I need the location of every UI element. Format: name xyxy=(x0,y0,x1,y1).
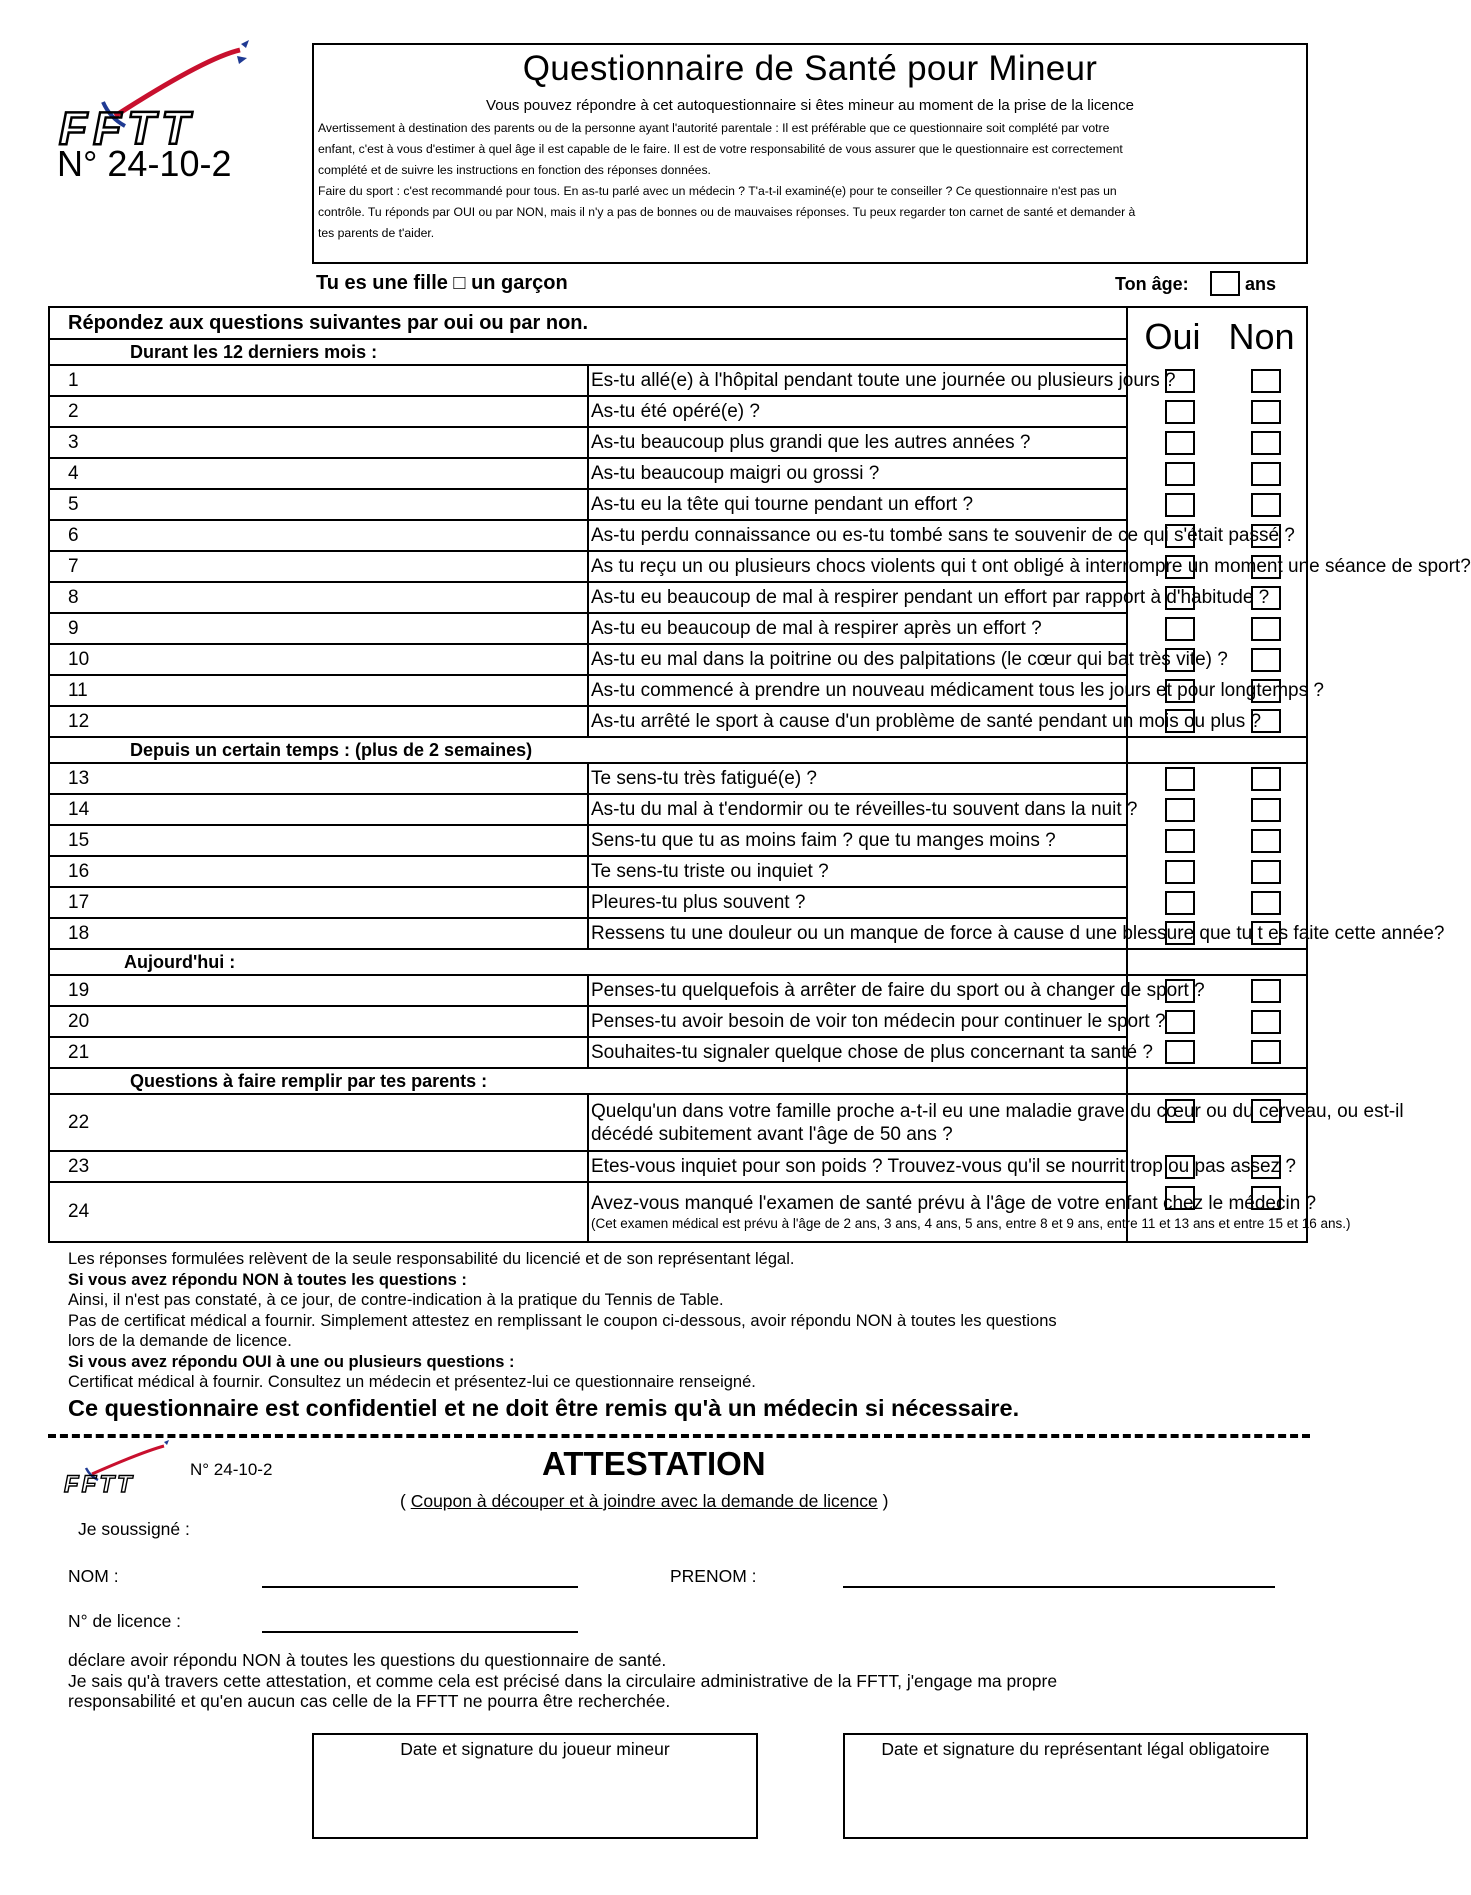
question-number: 6 xyxy=(49,520,588,551)
yes-checkbox[interactable] xyxy=(1165,462,1195,486)
question-number: 5 xyxy=(49,489,588,520)
question-text: Te sens-tu très fatigué(e) ? xyxy=(588,763,1127,794)
no-checkbox[interactable] xyxy=(1251,1099,1281,1123)
fftt-logo-small-graphic xyxy=(62,1440,182,1498)
section-title: Durant les 12 derniers mois : xyxy=(49,339,1127,365)
no-checkbox[interactable] xyxy=(1251,979,1281,1003)
guardian-signature-label: Date et signature du représentant légal obligatoire xyxy=(881,1739,1270,1759)
question-row xyxy=(49,794,1307,825)
no-checkbox[interactable] xyxy=(1251,555,1281,579)
no-checkbox[interactable] xyxy=(1251,1186,1281,1210)
no-checkbox[interactable] xyxy=(1251,891,1281,915)
question-number: 21 xyxy=(49,1037,588,1068)
no-answers-line: lors de la demande de licence. xyxy=(68,1332,292,1350)
licence-label: N° de licence : xyxy=(68,1611,182,1631)
instruction: Répondez aux questions suivantes par oui ou par non. xyxy=(49,307,1127,339)
paren-open: ( xyxy=(400,1491,411,1511)
footer-instructions xyxy=(68,1249,1057,1393)
logo-wordmark: FFTT xyxy=(59,102,196,154)
question-text: Etes-vous inquiet pour son poids ? Trouvez-vous qu'il se nourrit trop ou pas assez ? xyxy=(588,1151,1127,1182)
question-number: 2 xyxy=(49,396,588,427)
prenom-label: PRENOM : xyxy=(670,1566,757,1586)
question-number: 11 xyxy=(49,675,588,706)
table-header xyxy=(49,307,1307,339)
question-row xyxy=(49,520,1307,551)
question-row xyxy=(49,458,1307,489)
question-text: As-tu beaucoup maigri ou grossi ? xyxy=(588,458,1127,489)
age-input[interactable] xyxy=(1210,271,1240,296)
yes-answers-heading: Si vous avez répondu OUI à une ou plusieurs questions : xyxy=(68,1352,515,1371)
no-column-header: Non xyxy=(1217,307,1307,365)
no-checkbox[interactable] xyxy=(1251,767,1281,791)
question-number: 10 xyxy=(49,644,588,675)
question-text-line: Quelqu'un dans votre famille proche a-t-il eu une maladie grave du cœur ou du cerveau, ou est-il xyxy=(591,1100,1404,1122)
question-number: 4 xyxy=(49,458,588,489)
question-text: Penses-tu avoir besoin de voir ton médecin pour continuer le sport ? xyxy=(588,1006,1127,1037)
question-text-line: Avez-vous manqué l'examen de santé prévu à l'âge de votre enfant chez le médecin ? xyxy=(591,1192,1317,1214)
yes-answers-line: Certificat médical à fournir. Consultez un médecin et présentez-lui ce questionnaire renseigné. xyxy=(68,1373,756,1391)
question-row xyxy=(49,1037,1307,1068)
yes-checkbox[interactable] xyxy=(1165,369,1195,393)
question-row xyxy=(49,644,1307,675)
question-row xyxy=(49,1182,1307,1242)
question-text-line: décédé subitement avant l'âge de 50 ans ? xyxy=(591,1123,953,1145)
notice-line: contrôle. Tu réponds par OUI ou par NON, mais il n'y a pas de bonnes ou de mauvaises réponses. Tu peux regarder ton carnet de santé et demander à xyxy=(318,205,1136,219)
licence-field[interactable] xyxy=(262,1631,578,1633)
no-checkbox[interactable] xyxy=(1251,400,1281,424)
notice-line: complété et de suivre les instructions en fonction des réponses données. xyxy=(318,163,711,177)
section-title: Questions à faire remplir par tes parents : xyxy=(49,1068,1127,1094)
declaration-line: responsabilité et qu'en aucun cas celle de la FFTT ne pourra être recherchée. xyxy=(68,1691,671,1711)
no-checkbox[interactable] xyxy=(1251,617,1281,641)
declaration-line: Je sais qu'à travers cette attestation, et comme cela est précisé dans la circulaire administrative de la FFTT, j'engage ma propre xyxy=(68,1670,1058,1691)
question-row xyxy=(49,887,1307,918)
question-text: Te sens-tu triste ou inquiet ? xyxy=(588,856,1127,887)
question-number: 1 xyxy=(49,365,588,396)
question-row xyxy=(49,365,1307,396)
question-number: 8 xyxy=(49,582,588,613)
notice-line: Avertissement à destination des parents ou de la personne ayant l'autorité parentale : Il est préférable que ce questionnaire soit complété par votre xyxy=(318,121,1110,135)
question-number: 20 xyxy=(49,1006,588,1037)
cut-line xyxy=(48,1434,1310,1438)
question-text: Es-tu allé(e) à l'hôpital pendant toute une journée ou plusieurs jours ? xyxy=(588,365,1127,396)
paren-close: ) xyxy=(877,1491,889,1511)
yes-checkbox[interactable] xyxy=(1165,891,1195,915)
no-checkbox[interactable] xyxy=(1251,431,1281,455)
question-number: 9 xyxy=(49,613,588,644)
attestation-subtitle xyxy=(400,1491,888,1512)
notice-text xyxy=(314,114,1306,244)
question-row xyxy=(49,706,1307,737)
question-text: Penses-tu quelquefois à arrêter de faire du sport ou à changer de sport ? xyxy=(588,975,1127,1006)
question-number: 15 xyxy=(49,825,588,856)
yes-checkbox[interactable] xyxy=(1165,921,1195,945)
question-row xyxy=(49,918,1307,949)
question-text: Pleures-tu plus souvent ? xyxy=(588,887,1127,918)
yes-checkbox[interactable] xyxy=(1165,1155,1195,1179)
yes-checkbox[interactable] xyxy=(1165,709,1195,733)
yes-checkbox[interactable] xyxy=(1165,555,1195,579)
question-number: 14 xyxy=(49,794,588,825)
yes-checkbox[interactable] xyxy=(1165,679,1195,703)
no-answers-heading: Si vous avez répondu NON à toutes les questions : xyxy=(68,1270,467,1289)
fftt-logo xyxy=(55,38,265,153)
page-title: Questionnaire de Santé pour Mineur xyxy=(522,49,1098,88)
no-checkbox[interactable] xyxy=(1251,709,1281,733)
question-row xyxy=(49,1006,1307,1037)
question-number: 22 xyxy=(49,1094,588,1151)
question-number: 23 xyxy=(49,1151,588,1182)
yes-checkbox[interactable] xyxy=(1165,979,1195,1003)
question-text: As-tu perdu connaissance ou es-tu tombé sans te souvenir de ce qui s'était passé ? xyxy=(588,520,1127,551)
no-checkbox[interactable] xyxy=(1251,1155,1281,1179)
question-number: 18 xyxy=(49,918,588,949)
question-row xyxy=(49,763,1307,794)
question-text: As-tu eu la tête qui tourne pendant un effort ? xyxy=(588,489,1127,520)
question-number: 24 xyxy=(49,1182,588,1242)
fftt-logo-small xyxy=(62,1440,182,1498)
age-unit: ans xyxy=(1245,274,1277,294)
section-header xyxy=(49,339,1307,365)
section-header xyxy=(49,949,1307,975)
question-text: As-tu arrêté le sport à cause d'un problème de santé pendant un mois ou plus ? xyxy=(588,706,1127,737)
prenom-field[interactable] xyxy=(843,1586,1275,1588)
question-text: As-tu du mal à t'endormir ou te réveilles-tu souvent dans la nuit ? xyxy=(588,794,1127,825)
question-number: 3 xyxy=(49,427,588,458)
no-checkbox[interactable] xyxy=(1251,1010,1281,1034)
question-row xyxy=(49,427,1307,458)
no-checkbox[interactable] xyxy=(1251,1040,1281,1064)
player-signature-box[interactable] xyxy=(312,1733,758,1839)
yes-checkbox[interactable] xyxy=(1165,617,1195,641)
question-row xyxy=(49,613,1307,644)
question-row xyxy=(49,856,1307,887)
fftt-logo-graphic xyxy=(55,38,265,153)
question-text: As tu reçu un ou plusieurs chocs violents qui t ont obligé à interrompre un moment une séance de sport? xyxy=(588,551,1127,582)
nom-field[interactable] xyxy=(262,1586,578,1588)
coupon-instruction: Coupon à découper et à joindre avec la demande de licence xyxy=(410,1491,878,1511)
responsibility-line: Les réponses formulées relèvent de la seule responsabilité du licencié et de son représentant légal. xyxy=(68,1250,795,1268)
question-row xyxy=(49,582,1307,613)
age-label: Ton âge: xyxy=(1115,274,1189,294)
question-text: As-tu commencé à prendre un nouveau médicament tous les jours et pour longtemps ? xyxy=(588,675,1127,706)
question-row xyxy=(49,675,1307,706)
question-row xyxy=(49,1151,1307,1182)
no-checkbox[interactable] xyxy=(1251,679,1281,703)
attestation-number: N° 24-10-2 xyxy=(190,1460,273,1479)
question-number: 12 xyxy=(49,706,588,737)
no-checkbox[interactable] xyxy=(1251,860,1281,884)
declaration-text xyxy=(68,1650,1057,1712)
no-checkbox[interactable] xyxy=(1251,829,1281,853)
undersigned-label: Je soussigné : xyxy=(78,1519,190,1539)
yes-checkbox[interactable] xyxy=(1165,400,1195,424)
question-row xyxy=(49,489,1307,520)
no-checkbox[interactable] xyxy=(1251,648,1281,672)
confidential-notice: Ce questionnaire est confidentiel et ne doit être remis qu'à un médecin si nécessaire. xyxy=(68,1395,1020,1421)
question-note: (Cet examen médical est prévu à l'âge de 2 ans, 3 ans, 4 ans, 5 ans, entre 8 et 9 ans, entre 11 et 13 ans et entre 15 et 16 ans.) xyxy=(591,1215,1351,1231)
notice-line: tes parents de t'aider. xyxy=(318,226,435,240)
question-text: Souhaites-tu signaler quelque chose de plus concernant ta santé ? xyxy=(588,1037,1127,1068)
no-checkbox[interactable] xyxy=(1251,462,1281,486)
no-answers-line: Pas de certificat médical a fournir. Simplement attestez en remplissant le coupon ci-dessous, avoir répondu NON à toutes les questions xyxy=(68,1311,1057,1330)
section-title: Aujourd'hui : xyxy=(49,949,1127,975)
attestation-title: ATTESTATION xyxy=(542,1445,766,1482)
questionnaire-table xyxy=(48,306,1471,1243)
yes-checkbox[interactable] xyxy=(1165,860,1195,884)
notice-line: Faire du sport : c'est recommandé pour tous. En as-tu parlé avec un médecin ? T'a-t-il examiné(e) pour te conseiller ? Ce questionnaire n'est pas un xyxy=(318,184,1117,198)
question-text: As-tu eu beaucoup de mal à respirer après un effort ? xyxy=(588,613,1127,644)
no-checkbox[interactable] xyxy=(1251,524,1281,548)
no-checkbox[interactable] xyxy=(1251,798,1281,822)
no-checkbox[interactable] xyxy=(1251,921,1281,945)
question-number: 16 xyxy=(49,856,588,887)
question-text: Sens-tu que tu as moins faim ? que tu manges moins ? xyxy=(588,825,1127,856)
yes-checkbox[interactable] xyxy=(1165,524,1195,548)
question-text: As-tu eu beaucoup de mal à respirer pendant un effort par rapport à d'habitude ? xyxy=(588,582,1127,613)
logo-small-wordmark: FFTT xyxy=(64,1471,135,1498)
yes-checkbox[interactable] xyxy=(1165,431,1195,455)
question-number: 19 xyxy=(49,975,588,1006)
nom-label: NOM : xyxy=(68,1566,119,1586)
yes-checkbox[interactable] xyxy=(1165,767,1195,791)
guardian-signature-box[interactable] xyxy=(843,1733,1308,1839)
declaration-line: déclare avoir répondu NON à toutes les questions du questionnaire de santé. xyxy=(68,1650,667,1670)
notice-line: enfant, c'est à vous d'estimer à quel âge il est capable de le faire. Il est de votre responsabilité de vous assurer que le questionnaire est correctement xyxy=(318,142,1123,156)
question-text xyxy=(588,1094,1404,1151)
question-number: 17 xyxy=(49,887,588,918)
section-header xyxy=(49,1068,1307,1094)
yes-checkbox[interactable] xyxy=(1165,1010,1195,1034)
yes-checkbox[interactable] xyxy=(1165,1186,1195,1210)
question-number: 7 xyxy=(49,551,588,582)
yes-column-header: Oui xyxy=(1127,307,1217,365)
question-text: As-tu été opéré(e) ? xyxy=(588,396,1127,427)
question-row xyxy=(49,1094,1307,1151)
yes-checkbox[interactable] xyxy=(1165,798,1195,822)
section-title: Depuis un certain temps : (plus de 2 semaines) xyxy=(49,737,1127,763)
form-number: N° 24-10-2 xyxy=(57,143,232,184)
yes-checkbox[interactable] xyxy=(1165,1040,1195,1064)
player-signature-label: Date et signature du joueur mineur xyxy=(400,1739,670,1759)
section-header xyxy=(49,737,1307,763)
no-checkbox[interactable] xyxy=(1251,493,1281,517)
yes-checkbox[interactable] xyxy=(1165,586,1195,610)
question-row xyxy=(49,825,1307,856)
question-number: 13 xyxy=(49,763,588,794)
yes-checkbox[interactable] xyxy=(1165,493,1195,517)
question-row xyxy=(49,975,1307,1006)
gender-selection[interactable]: Tu es une fille □ un garçon xyxy=(316,272,568,294)
no-checkbox[interactable] xyxy=(1251,369,1281,393)
page-subtitle: Vous pouvez répondre à cet autoquestionnaire si êtes mineur au moment de la prise de la licence xyxy=(486,97,1134,114)
question-text: As-tu eu mal dans la poitrine ou des palpitations (le cœur qui bat très vite) ? xyxy=(588,644,1127,675)
yes-checkbox[interactable] xyxy=(1165,1099,1195,1123)
no-answers-line: Ainsi, il n'est pas constaté, à ce jour, de contre-indication à la pratique du Tennis de Table. xyxy=(68,1291,724,1309)
no-checkbox[interactable] xyxy=(1251,586,1281,610)
yes-checkbox[interactable] xyxy=(1165,829,1195,853)
question-row xyxy=(49,396,1307,427)
question-text: Ressens tu une douleur ou un manque de force à cause d une blessure que tu t es faite cette année? xyxy=(588,918,1127,949)
header-box xyxy=(312,43,1308,264)
question-row xyxy=(49,551,1307,582)
question-text: As-tu beaucoup plus grandi que les autres années ? xyxy=(588,427,1127,458)
question-text xyxy=(588,1182,1351,1242)
yes-checkbox[interactable] xyxy=(1165,648,1195,672)
